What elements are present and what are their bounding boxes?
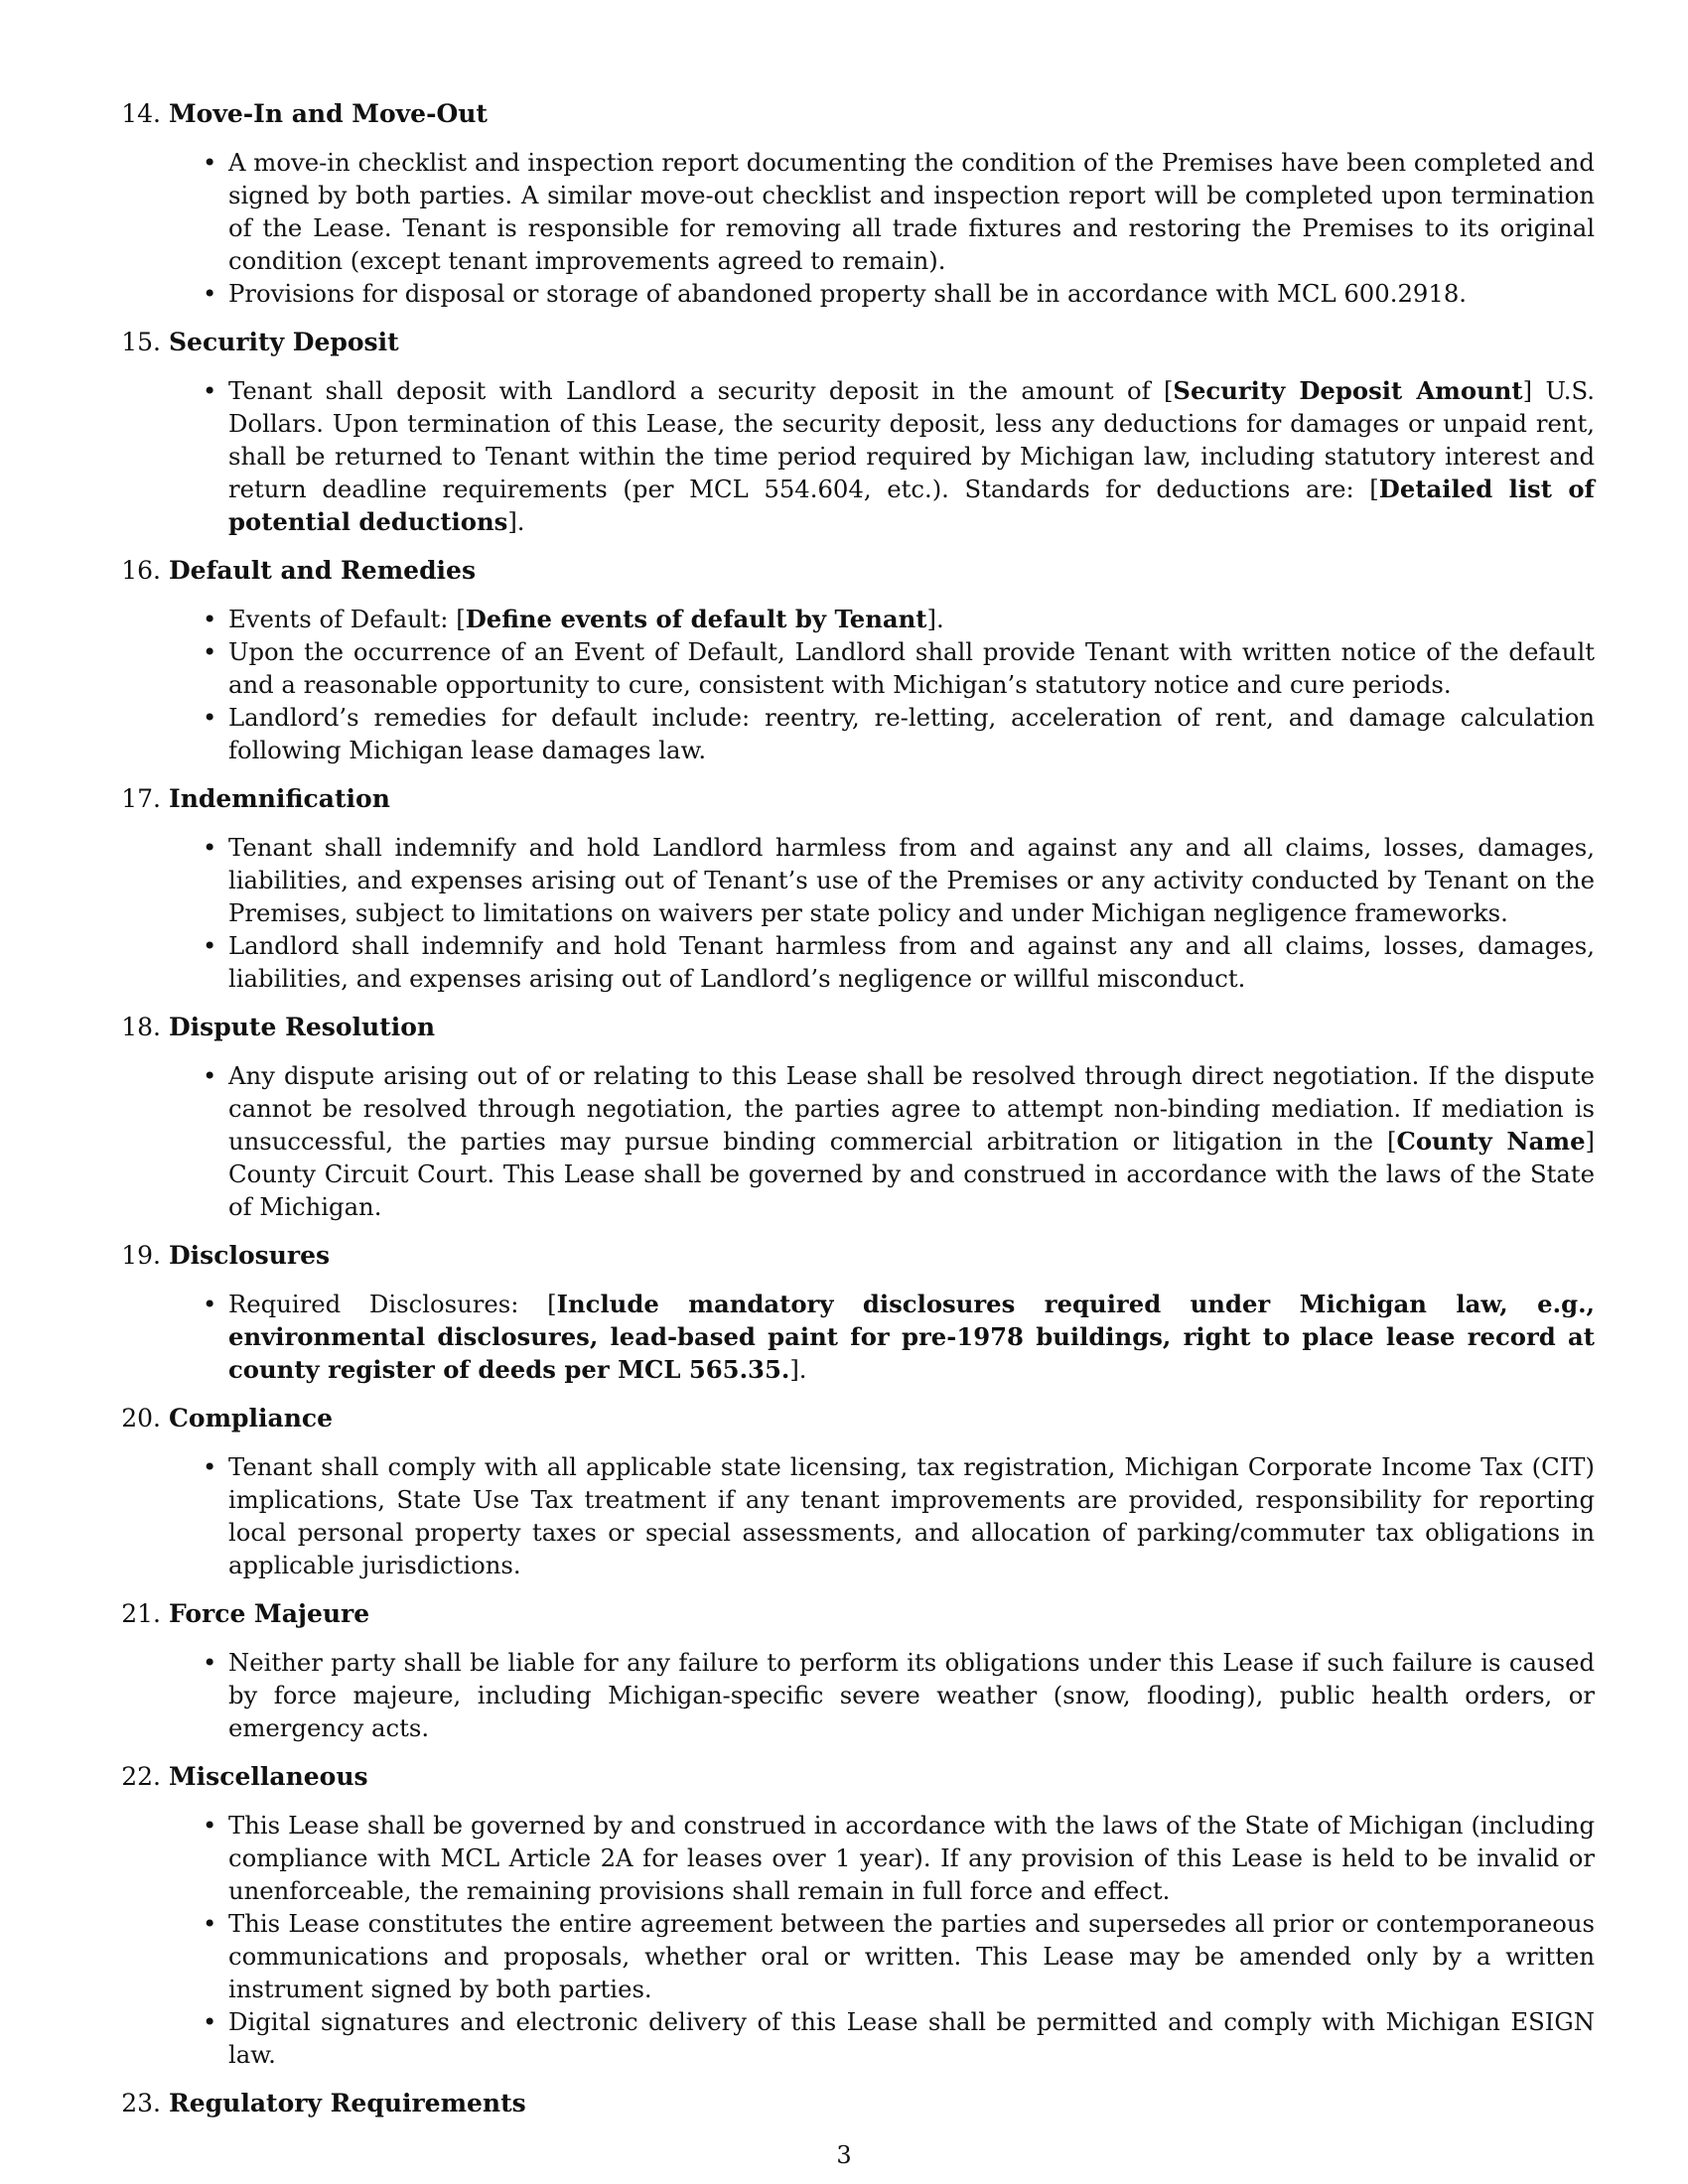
section-14 bbox=[115, 97, 1595, 310]
bullet-dot-icon: • bbox=[203, 148, 217, 177]
bullet-item bbox=[203, 603, 1595, 635]
section-title: Compliance bbox=[169, 1404, 334, 1433]
bullet-list bbox=[169, 603, 1595, 766]
bullet-item bbox=[203, 2005, 1595, 2071]
body-text: Tenant shall indemnify and hold Landlord harmless from and against any and all claims, losses, damages, liabilities, and expenses arising out of Tenant’s use of the Premises or any activity conducted by Tenant on the Premises, subject to limitations on waivers per state policy and under Michigan negligence frameworks. bbox=[228, 833, 1595, 927]
bullet-dot-icon: • bbox=[203, 1452, 217, 1481]
body-text: ]. bbox=[789, 1355, 807, 1384]
body-text: A move-in checklist and inspection report documenting the condition of the Premises have been completed and signed by both parties. A similar move-out checklist and inspection report will be completed upon termination of the Lease. Tenant is responsible for removing all trade fixtures and restoring the Premises to its original condition (except tenant improvements agreed to remain). bbox=[228, 148, 1595, 275]
bullet-item bbox=[203, 146, 1595, 277]
section-20 bbox=[115, 1402, 1595, 1581]
bullet-dot-icon: • bbox=[203, 376, 217, 405]
section-number: 23. bbox=[121, 2089, 161, 2117]
bullet-item bbox=[203, 1907, 1595, 2005]
bullet-item bbox=[203, 1059, 1596, 1223]
body-text: This Lease constitutes the entire agreement between the parties and supersedes all prior or contemporaneous communications and proposals, whether oral or written. This Lease may be amended only by a written instrument signed by both parties. bbox=[228, 1909, 1595, 2003]
placeholder-text: Security Deposit Amount bbox=[1173, 376, 1523, 405]
body-text: Required Disclosures: [ bbox=[228, 1290, 557, 1318]
section-number: 17. bbox=[121, 784, 161, 813]
section-16 bbox=[115, 554, 1595, 766]
section-19 bbox=[115, 1239, 1595, 1386]
body-text: Landlord shall indemnify and hold Tenant harmless from and against any and all claims, losses, damages, liabilities, and expenses arising out of Landlord’s negligence or willful misconduct. bbox=[228, 931, 1595, 993]
bullet-dot-icon: • bbox=[203, 279, 217, 308]
bullet-list bbox=[169, 1450, 1595, 1581]
section-number: 18. bbox=[121, 1013, 161, 1041]
body-text: Events of Default: [ bbox=[228, 605, 466, 633]
body-text: ]. bbox=[926, 605, 944, 633]
bullet-dot-icon: • bbox=[203, 605, 217, 633]
section-number: 14. bbox=[121, 99, 161, 128]
body-text: This Lease shall be governed by and construed in accordance with the laws of the State of Michigan (including compliance with MCL Article 2A for leases over 1 year). If any provision of this Lease is held to be invalid or unenforceable, the remaining provisions shall remain in full force and effect. bbox=[228, 1811, 1595, 1905]
bullet-list bbox=[169, 1059, 1595, 1223]
bullet-dot-icon: • bbox=[203, 931, 217, 960]
bullet-item bbox=[203, 831, 1595, 929]
section-heading bbox=[121, 1760, 1595, 1793]
section-number: 20. bbox=[121, 1404, 161, 1433]
section-title: Default and Remedies bbox=[169, 556, 477, 585]
section-23 bbox=[115, 2087, 1595, 2119]
section-number: 21. bbox=[121, 1599, 161, 1628]
body-text: Tenant shall comply with all applicable state licensing, tax registration, Michigan Corporate Income Tax (CIT) implications, State Use Tax treatment if any tenant improvements are provided, responsibility for reporting local personal property taxes or special assessments, and allocation of parking/commuter tax obligations in applicable jurisdictions. bbox=[228, 1452, 1595, 1579]
section-title: Disclosures bbox=[169, 1241, 331, 1270]
bullet-dot-icon: • bbox=[203, 2007, 217, 2036]
bullet-item bbox=[203, 635, 1595, 701]
body-text: Neither party shall be liable for any failure to perform its obligations under this Lease if such failure is caused by force majeure, including Michigan-specific severe weather (snow, flooding), public health orders, or emergency acts. bbox=[228, 1648, 1595, 1742]
placeholder-text: Define events of default by Tenant bbox=[465, 605, 927, 633]
body-text: Tenant shall deposit with Landlord a security deposit in the amount of [ bbox=[228, 376, 1174, 405]
bullet-list bbox=[169, 146, 1595, 310]
section-heading bbox=[121, 1597, 1595, 1630]
section-15 bbox=[115, 326, 1595, 538]
bullet-dot-icon: • bbox=[203, 1648, 217, 1677]
body-text: Provisions for disposal or storage of abandoned property shall be in accordance with MCL 600.2918. bbox=[228, 279, 1468, 308]
body-text: Upon the occurrence of an Event of Default, Landlord shall provide Tenant with written notice of the default and a reasonable opportunity to cure, consistent with Michigan’s statutory notice and cure periods. bbox=[228, 637, 1595, 699]
body-text: ] U.S. Dollars. Upon termination of this Lease, the security deposit, less any deductions for damages or unpaid rent, shall be returned to Tenant within the time period required by Michigan law, including statutory interest and return deadline requirements (per MCL 554.604, etc.). Standards for deductions are: [ bbox=[228, 376, 1595, 503]
lease-document-page bbox=[115, 97, 1595, 2135]
section-heading bbox=[121, 782, 1595, 815]
bullet-dot-icon: • bbox=[203, 637, 217, 666]
placeholder-text: County Name bbox=[1396, 1127, 1586, 1156]
bullet-dot-icon: • bbox=[203, 1811, 217, 1840]
section-number: 15. bbox=[121, 328, 161, 356]
bullet-list bbox=[169, 1646, 1595, 1744]
section-title: Move-In and Move-Out bbox=[169, 99, 488, 128]
page-number: 3 bbox=[836, 2141, 852, 2169]
body-text: Digital signatures and electronic delivery of this Lease shall be permitted and comply with Michigan ESIGN law. bbox=[228, 2007, 1595, 2069]
section-number: 19. bbox=[121, 1241, 161, 1270]
bullet-item bbox=[203, 1288, 1596, 1386]
section-number: 22. bbox=[121, 1762, 161, 1791]
section-22 bbox=[115, 1760, 1595, 2071]
bullet-item bbox=[203, 1809, 1595, 1907]
section-heading bbox=[121, 97, 1595, 130]
placeholder-text: Detailed list of potential deductions bbox=[228, 475, 1595, 536]
bullet-item bbox=[203, 1450, 1595, 1581]
section-title: Miscellaneous bbox=[169, 1762, 368, 1791]
bullet-item bbox=[203, 701, 1595, 766]
bullet-dot-icon: • bbox=[203, 1909, 217, 1938]
body-text: Landlord’s remedies for default include: reentry, re-letting, acceleration of rent, and damage calculation following Michigan lease damages law. bbox=[228, 703, 1595, 764]
body-text: Any dispute arising out of or relating to this Lease shall be resolved through direct negotiation. If the dispute cannot be resolved through negotiation, the parties agree to attempt non-binding mediation. If mediation is unsuccessful, the parties may pursue binding commercial arbitration or litigation in the [ bbox=[228, 1061, 1595, 1156]
bullet-dot-icon: • bbox=[203, 703, 217, 732]
bullet-item bbox=[203, 1646, 1595, 1744]
bullet-item bbox=[203, 929, 1595, 995]
bullet-list bbox=[169, 374, 1595, 538]
section-heading bbox=[121, 326, 1595, 358]
body-text: ] County Circuit Court. This Lease shall be governed by and construed in accordance with the laws of the State of Michigan. bbox=[228, 1127, 1596, 1221]
bullet-item bbox=[203, 277, 1595, 310]
bullet-dot-icon: • bbox=[203, 833, 217, 862]
bullet-dot-icon: • bbox=[203, 1290, 217, 1318]
section-heading bbox=[121, 1239, 1595, 1272]
bullet-list bbox=[169, 1809, 1595, 2071]
section-title: Security Deposit bbox=[169, 328, 399, 356]
section-number: 16. bbox=[121, 556, 161, 585]
bullet-list bbox=[169, 1288, 1595, 1386]
body-text: ]. bbox=[507, 507, 525, 536]
bullet-item bbox=[203, 374, 1595, 538]
section-title: Force Majeure bbox=[169, 1599, 370, 1628]
section-title: Indemnification bbox=[169, 784, 390, 813]
section-title: Dispute Resolution bbox=[169, 1013, 436, 1041]
section-21 bbox=[115, 1597, 1595, 1744]
section-heading bbox=[121, 1402, 1595, 1434]
section-title: Regulatory Requirements bbox=[169, 2089, 526, 2117]
section-heading bbox=[121, 1011, 1595, 1043]
section-17 bbox=[115, 782, 1595, 995]
bullet-list bbox=[169, 831, 1595, 995]
placeholder-text: Include mandatory disclosures required under Michigan law, e.g., environmental disclosures, lead-based paint for pre-1978 buildings, right to place lease record at county register of deeds per MCL 565.35. bbox=[228, 1290, 1596, 1384]
bullet-dot-icon: • bbox=[203, 1061, 217, 1090]
section-heading bbox=[121, 2087, 1595, 2119]
section-18 bbox=[115, 1011, 1595, 1223]
section-heading bbox=[121, 554, 1595, 587]
